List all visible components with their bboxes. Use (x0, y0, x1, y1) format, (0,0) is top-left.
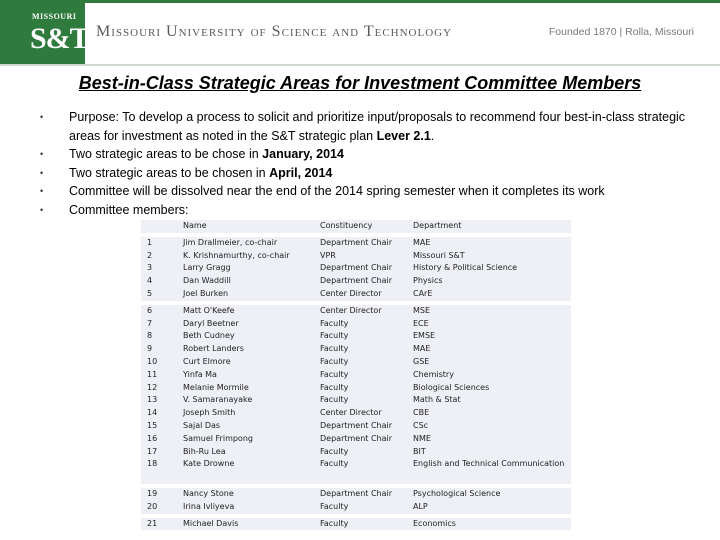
member-name: Irina Ivliyeva (183, 501, 235, 511)
bullet-bold-text: April, 2014 (269, 165, 333, 180)
member-constituency: Faculty (320, 501, 349, 511)
bullet-dot-icon: • (40, 186, 44, 196)
member-department: English and Technical Communication (413, 459, 565, 469)
member-name: Samuel Frimpong (183, 433, 253, 443)
member-name: Joseph Smith (183, 408, 236, 418)
row-number: 19 (147, 488, 158, 498)
university-name: Missouri University of Science and Technology (96, 23, 453, 40)
bullet-text: Two strategic areas to be chosen in (69, 165, 270, 180)
row-number: 1 (147, 237, 153, 247)
row-number: 2 (147, 250, 153, 260)
table-row (141, 356, 571, 369)
member-department: Physics (413, 276, 443, 286)
member-constituency: Department Chair (320, 263, 393, 273)
member-constituency: Faculty (320, 459, 349, 469)
member-group (141, 518, 571, 531)
header-divider (0, 64, 720, 66)
member-name: Dan Waddill (183, 276, 231, 286)
member-constituency: Department Chair (320, 420, 393, 430)
member-constituency: Center Director (320, 288, 382, 298)
bullet-dot-icon: • (40, 204, 44, 215)
table-row (141, 501, 571, 514)
member-name: Larry Gragg (183, 263, 231, 273)
member-department: Biological Sciences (413, 382, 490, 392)
member-department: Economics (413, 518, 456, 528)
row-number: 18 (147, 459, 158, 469)
table-row (141, 250, 571, 263)
member-name: Robert Landers (183, 344, 244, 354)
table-row (141, 488, 571, 501)
member-department: MSE (413, 305, 431, 315)
member-department: Math & Stat (413, 395, 461, 405)
table-row (141, 394, 571, 407)
row-number: 13 (147, 395, 158, 405)
bullet-item (40, 182, 700, 201)
member-department: BIT (413, 446, 426, 456)
row-number: 14 (147, 408, 158, 418)
member-name: Beth Cudney (183, 331, 235, 341)
table-row (141, 343, 571, 356)
member-name: Curt Elmore (183, 356, 231, 366)
member-department: MAE (413, 237, 431, 247)
member-name: Daryl Beetner (183, 318, 239, 328)
bullet-item (40, 164, 700, 183)
bullet-item (40, 201, 700, 220)
member-department: EMSE (413, 331, 436, 341)
table-row (141, 382, 571, 395)
bullet-bold-text: Lever 2.1 (376, 128, 431, 143)
member-constituency: Department Chair (320, 237, 393, 247)
member-name: Matt O'Keefe (183, 305, 235, 315)
slide-header (0, 0, 720, 66)
row-number: 7 (147, 318, 153, 328)
table-header-row (141, 220, 571, 233)
bullet-text: Committee will be dissolved near the end of the 2014 spring semester when it completes its work (69, 184, 605, 198)
row-number: 11 (147, 369, 158, 379)
member-constituency: Department Chair (320, 433, 393, 443)
member-constituency: Faculty (320, 318, 349, 328)
member-constituency: Faculty (320, 518, 349, 528)
member-constituency: Department Chair (320, 488, 393, 498)
member-constituency: Faculty (320, 356, 349, 366)
member-department: ALP (413, 501, 428, 511)
row-number: 15 (147, 420, 158, 430)
table-row (141, 262, 571, 275)
bullet-item (40, 108, 700, 145)
bullet-text: Purpose: To develop a process to solicit and prioritize input/proposals to recommend four best-in-class strategic areas for investment as noted in the S&T strategic plan (69, 110, 686, 143)
row-number: 5 (147, 288, 153, 298)
bullet-tail-text: . (430, 128, 435, 143)
table-row (141, 458, 571, 484)
member-constituency: Faculty (320, 395, 349, 405)
row-number: 12 (147, 382, 158, 392)
member-name: Joel Burken (183, 288, 229, 298)
member-department: CArE (413, 288, 433, 298)
member-name: Michael Davis (183, 518, 239, 528)
member-department: MAE (413, 344, 431, 354)
slide-title: Best-in-Class Strategic Areas for Investment Committee Members (78, 73, 642, 93)
member-name: K. Krishnamurthy, co-chair (183, 250, 290, 260)
bullet-dot-icon: • (40, 149, 44, 159)
member-group (141, 305, 571, 484)
row-number: 9 (147, 344, 153, 354)
member-constituency: Faculty (320, 369, 349, 379)
row-number: 16 (147, 433, 158, 443)
member-department: ECE (413, 318, 429, 328)
member-constituency: VPR (320, 250, 336, 260)
member-department: Missouri S&T (413, 250, 465, 260)
bullet-dot-icon: • (40, 167, 44, 178)
header-constituency: Constituency (318, 220, 411, 233)
table-row (141, 288, 571, 301)
member-department: NME (413, 433, 431, 443)
member-name: Jim Drallmeier, co-chair (183, 237, 278, 247)
member-name: Melanie Mormile (183, 382, 249, 392)
table-row (141, 330, 571, 343)
member-constituency: Center Director (320, 305, 382, 315)
committee-members-table (141, 220, 571, 534)
header-rule (85, 0, 720, 3)
member-department: History & Political Science (413, 263, 518, 273)
row-number: 6 (147, 305, 153, 315)
member-department: GSE (413, 356, 430, 366)
row-number: 21 (147, 518, 158, 528)
row-number: 20 (147, 501, 158, 511)
bullet-dot-icon: • (40, 112, 44, 122)
bullet-bold-text: January, 2014 (262, 147, 344, 161)
table-row (141, 305, 571, 318)
bullet-text: Committee members: (69, 202, 189, 217)
table-row (141, 318, 571, 331)
member-department: Chemistry (413, 369, 454, 379)
member-department: Psychological Science (413, 488, 501, 498)
table-row (141, 518, 571, 531)
member-name: V. Samaranayake (183, 395, 253, 405)
member-group (141, 237, 571, 301)
table-row (141, 420, 571, 433)
member-department: CSc (413, 420, 429, 430)
table-row (141, 275, 571, 288)
logo-missouri-text: MISSOURI (32, 12, 77, 21)
member-name: Kate Drowne (183, 459, 235, 469)
logo-st-text: S&T (30, 22, 89, 55)
bullet-item (40, 145, 700, 164)
member-department: CBE (413, 408, 430, 418)
bullet-text: Two strategic areas to be chose in (69, 147, 263, 161)
table-row (141, 433, 571, 446)
member-constituency: Faculty (320, 446, 349, 456)
member-group (141, 488, 571, 514)
row-number: 8 (147, 331, 153, 341)
member-name: Bih-Ru Lea (183, 446, 226, 456)
founded-tagline: Founded 1870 | Rolla, Missouri (548, 26, 694, 38)
table-row (141, 407, 571, 420)
bullet-list (40, 108, 700, 219)
member-name: Yinfa Ma (183, 369, 217, 379)
header-department: Department (411, 220, 571, 233)
table-row (141, 237, 571, 250)
header-num-cell (141, 220, 181, 233)
member-constituency: Department Chair (320, 276, 393, 286)
row-number: 10 (147, 356, 158, 366)
header-name: Name (181, 220, 318, 233)
member-name: Sajal Das (183, 420, 221, 430)
member-constituency: Faculty (320, 382, 349, 392)
member-name: Nancy Stone (183, 488, 234, 498)
member-constituency: Faculty (320, 331, 349, 341)
table-header (141, 220, 571, 233)
member-constituency: Center Director (320, 408, 382, 418)
table-row (141, 369, 571, 382)
university-logo (0, 0, 89, 66)
table-row (141, 446, 571, 459)
row-number: 17 (147, 446, 158, 456)
row-number: 3 (147, 263, 153, 273)
row-number: 4 (147, 276, 153, 286)
member-constituency: Faculty (320, 344, 349, 354)
